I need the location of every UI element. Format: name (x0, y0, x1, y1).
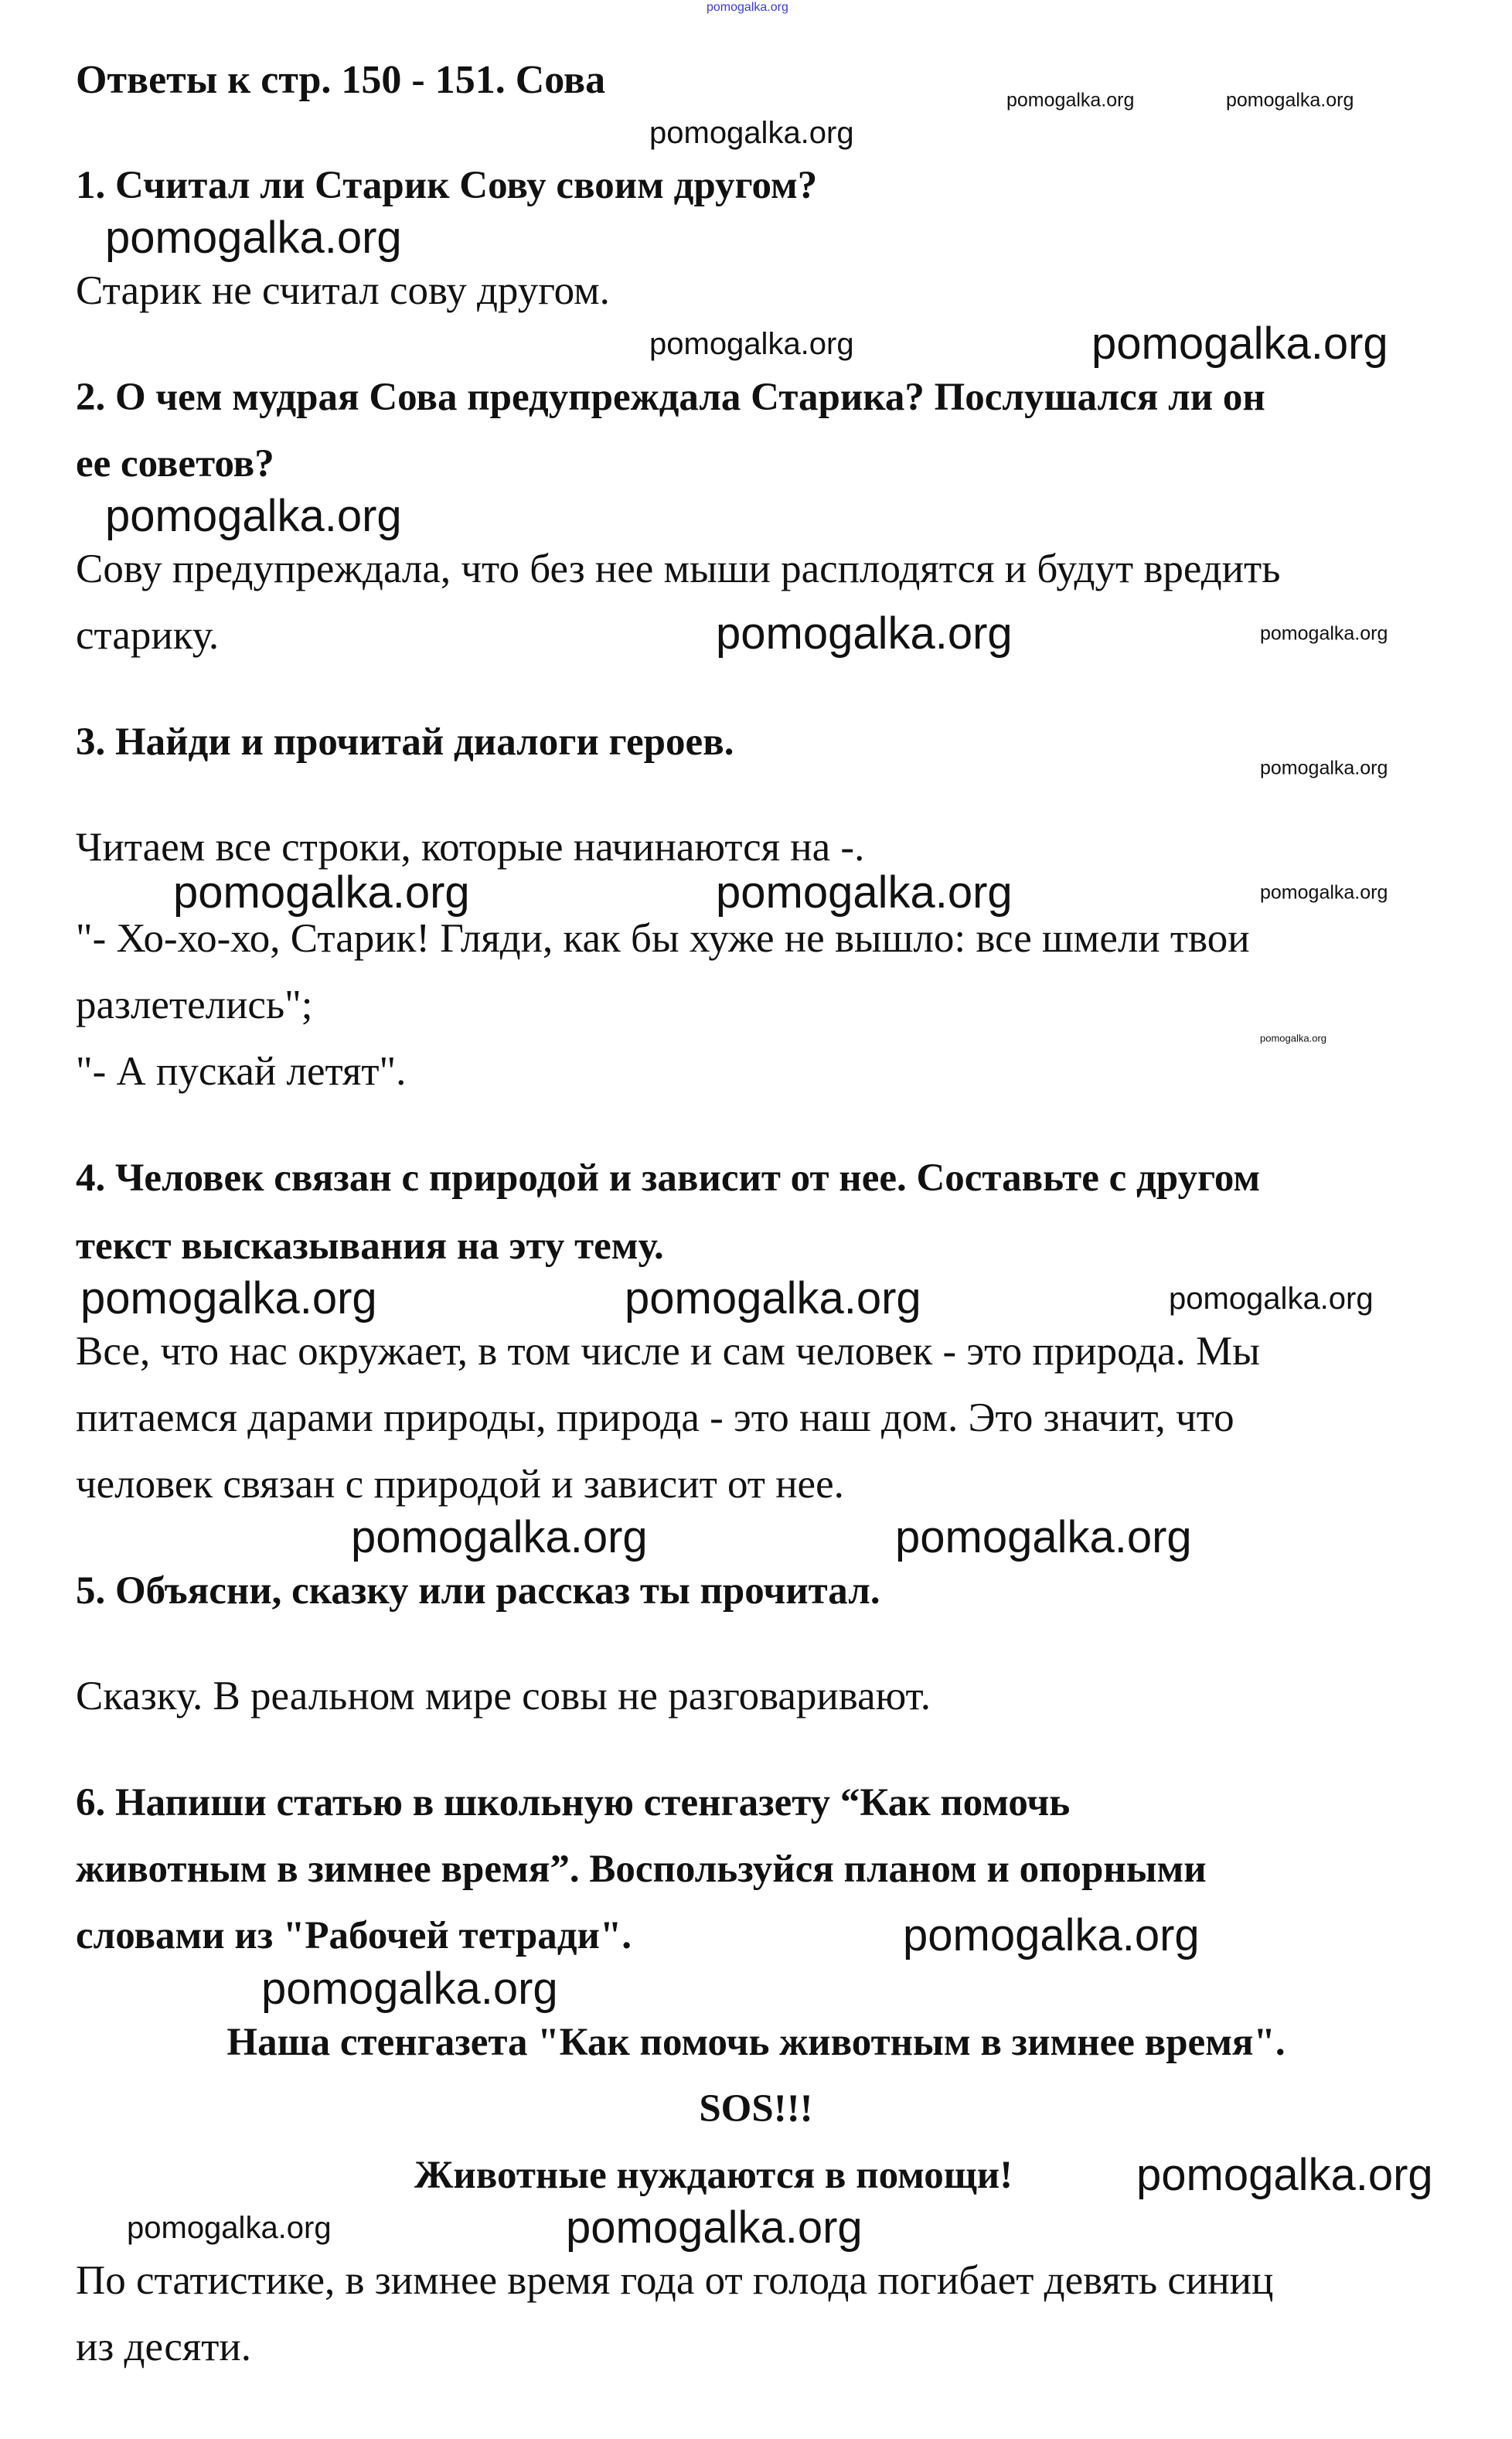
question-1: 1. Считал ли Старик Сову своим другом? (76, 164, 818, 207)
watermark: pomogalka.org (1226, 89, 1354, 111)
watermark: pomogalka.org (895, 1512, 1192, 1562)
watermark: pomogalka.org (261, 1964, 558, 2014)
watermark: pomogalka.org (1260, 622, 1388, 645)
watermark: pomogalka.org (716, 867, 1013, 918)
answer-1: Старик не считал сову другом. (76, 268, 610, 313)
answer-3-line-2: "- Хо-хо-хо, Старик! Гляди, как бы хуже не вышло: все шмели твои (76, 916, 1250, 961)
watermark: pomogalka.org (903, 1910, 1200, 1960)
watermark: pomogalka.org (1260, 881, 1388, 904)
watermark: pomogalka.org (649, 116, 854, 150)
watermark: pomogalka.org (127, 2211, 332, 2245)
answer-4-line-2: питаемся дарами природы, природа - это наш дом. Это значит, что (76, 1395, 1234, 1440)
question-6-line-2: животным в зимнее время”. Воспользуйся планом и опорными (76, 1848, 1207, 1891)
newspaper-heading: Наша стенгазета "Как помочь животным в зимнее время". (226, 2021, 1286, 2064)
question-2-line-2: ее советов? (76, 442, 274, 485)
watermark: pomogalka.org (625, 1273, 921, 1323)
question-4-line-1: 4. Человек связан с природой и зависит от нее. Составьте с другом (76, 1156, 1261, 1200)
answer-3-line-3: разлетелись"; (76, 983, 313, 1027)
answer-5: Сказку. В реальном мире совы не разговаривают. (76, 1674, 931, 1719)
newspaper-sos: SOS!!! (699, 2087, 813, 2131)
answer-2-line-2: старику. (76, 613, 220, 658)
watermark: pomogalka.org (1006, 89, 1135, 111)
watermark: pomogalka.org (105, 213, 402, 263)
question-3: 3. Найди и прочитай диалоги героев. (76, 720, 734, 764)
watermark: pomogalka.org (105, 491, 402, 541)
page-title: Ответы к стр. 150 - 151. Сова (76, 58, 606, 102)
question-6-line-3: словами из "Рабочей тетради". (76, 1914, 632, 1957)
answer-4-line-1: Все, что нас окружает, в том числе и сам человек - это природа. Мы (76, 1329, 1260, 1374)
watermark: pomogalka.org (80, 1273, 377, 1323)
answer-4-line-3: человек связан с природой и зависит от нее. (76, 1462, 844, 1507)
watermark: pomogalka.org (1260, 757, 1388, 779)
question-6-line-1: 6. Напиши статью в школьную стенгазету “Как помочь (76, 1781, 1071, 1824)
watermark: pomogalka.org (1091, 319, 1388, 369)
question-4-line-2: текст высказывания на эту тему. (76, 1225, 664, 1268)
newspaper-text-line-1: По статистике, в зимнее время года от голода погибает девять синиц (76, 2258, 1274, 2303)
newspaper-text-line-2: из десяти. (76, 2325, 252, 2369)
watermark: pomogalka.org (1136, 2150, 1433, 2200)
answer-3-line-4: "- А пускай летят". (76, 1049, 407, 1094)
watermark: pomogalka.org (716, 608, 1013, 659)
watermark: pomogalka.org (707, 1, 788, 14)
answer-2-line-1: Сову предупреждала, что без нее мыши расплодятся и будут вредить (76, 547, 1281, 591)
watermark: pomogalka.org (351, 1512, 648, 1562)
watermark: pomogalka.org (566, 2202, 863, 2253)
watermark: pomogalka.org (649, 327, 854, 361)
answer-3-line-1: Читаем все строки, которые начинаются на -. (76, 825, 865, 870)
newspaper-subheading: Животные нуждаются в помощи! (414, 2154, 1013, 2197)
watermark: pomogalka.org (173, 867, 470, 918)
watermark: pomogalka.org (1169, 1282, 1374, 1316)
question-2-line-1: 2. О чем мудрая Сова предупреждала Старика? Послушался ли он (76, 376, 1265, 419)
watermark: pomogalka.org (1260, 1032, 1326, 1044)
question-5: 5. Объясни, сказку или рассказ ты прочитал. (76, 1569, 880, 1613)
